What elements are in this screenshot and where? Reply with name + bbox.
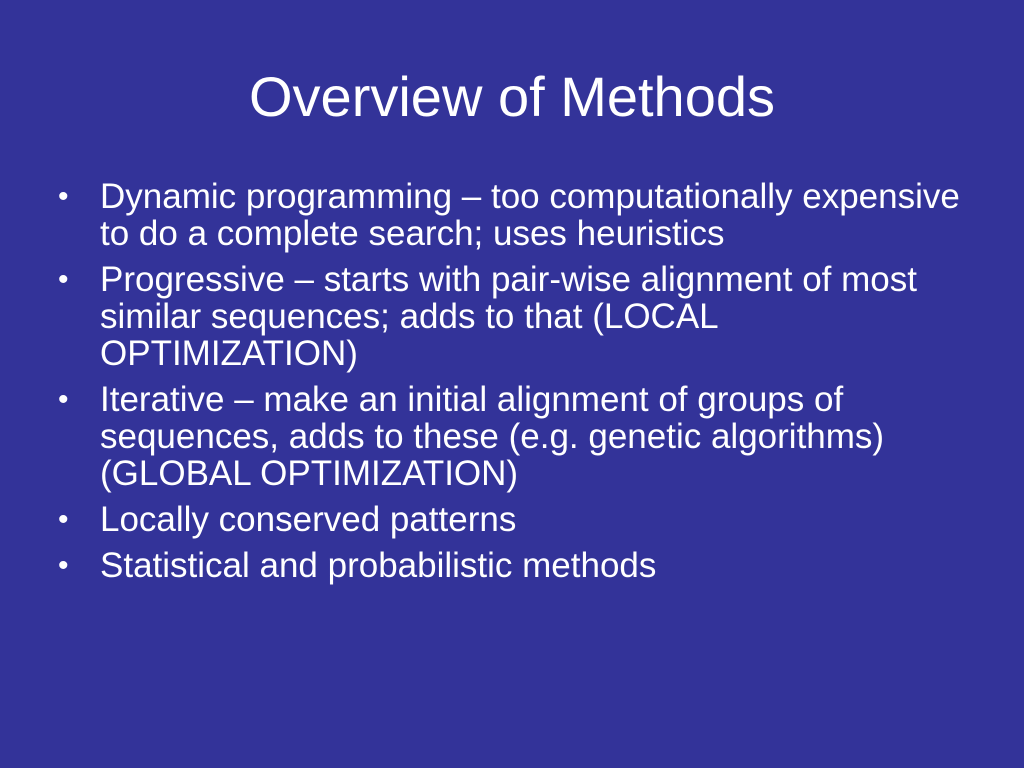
bullet-text: Iterative – make an initial alignment of groups of sequences, adds to these (e.g. genetic algorithms) (GLOBAL OPTIMIZATION) (100, 380, 885, 493)
bullet-point-icon: • (58, 503, 69, 536)
bullet-text: Statistical and probabilistic methods (100, 546, 657, 585)
bullet-point-icon: • (58, 180, 69, 213)
bullet-item-dynamic-programming (58, 178, 978, 252)
bullet-text: Locally conserved patterns (100, 500, 517, 539)
bullet-item-progressive (58, 261, 978, 372)
bullet-point-icon: • (58, 263, 69, 296)
bullet-item-statistical (58, 547, 978, 584)
bullet-list (58, 178, 978, 593)
bullet-point-icon: • (58, 383, 69, 416)
bullet-text: Progressive – starts with pair-wise alignment of most similar sequences; adds to that (LOCAL OPTIMIZATION) (100, 260, 917, 373)
bullet-item-iterative (58, 381, 978, 492)
bullet-point-icon: • (58, 549, 69, 582)
slide-title: Overview of Methods (249, 65, 775, 128)
bullet-text: Dynamic programming – too computationally expensive to do a complete search; uses heuristics (100, 177, 960, 253)
bullet-item-locally-conserved (58, 501, 978, 538)
